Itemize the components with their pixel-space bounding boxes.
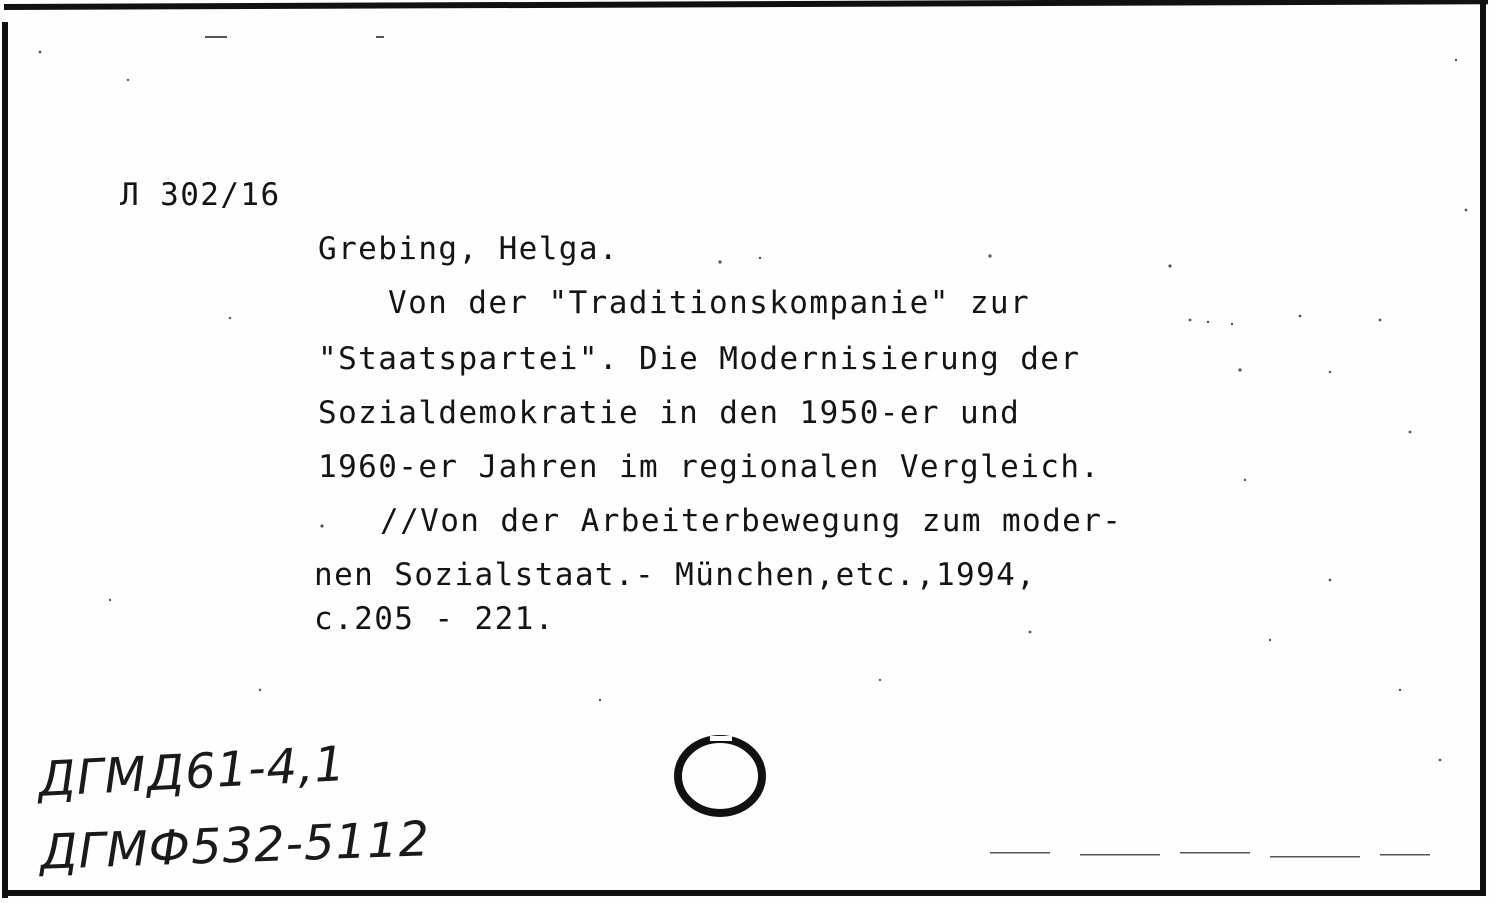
title-line-3: Sozialdemokratie in den 1950-er und <box>318 395 1021 431</box>
source-line-1: //Von der Arbeiterbewegung zum moder- <box>380 503 1123 539</box>
title-line-4: 1960-er Jahren im regionalen Vergleich. <box>318 449 1101 485</box>
title-line-1: Von der "Traditionskompanie" zur <box>388 285 1031 321</box>
source-line-3: c.205 - 221. <box>314 601 555 637</box>
card-border-bottom <box>2 890 1486 896</box>
handwritten-code-2: ДГМФ532-5112 <box>39 811 431 881</box>
card-border-right <box>1480 2 1486 894</box>
card-border-top <box>4 0 1488 10</box>
handwritten-code-1: ДГМД61-4,1 <box>36 735 348 809</box>
card-border-left <box>2 22 8 898</box>
title-line-2: "Staatspartei". Die Modernisierung der <box>318 341 1081 377</box>
author-name: Grebing, Helga. <box>318 231 619 267</box>
shelfmark: Л 302/16 <box>120 177 281 213</box>
punch-hole-icon <box>670 730 766 818</box>
source-line-2: nen Sozialstaat.- München,etc.,1994, <box>314 557 1037 593</box>
